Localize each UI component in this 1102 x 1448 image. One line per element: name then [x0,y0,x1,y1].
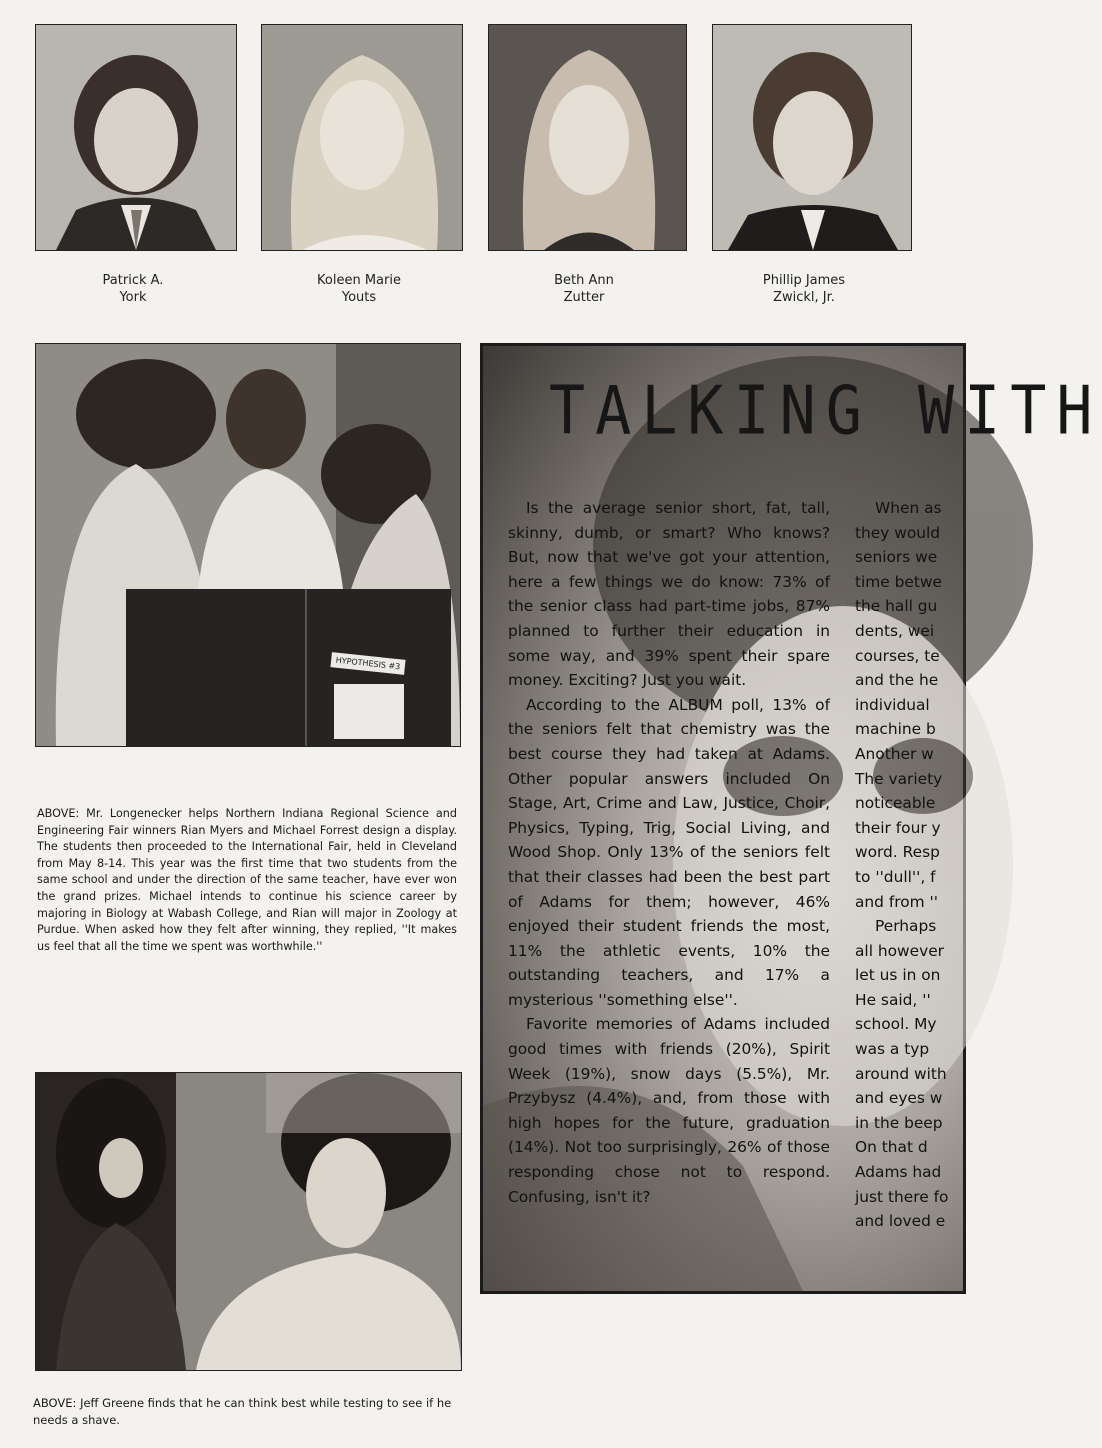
feature-column-right [855,496,995,1234]
feature-line: all however [855,941,945,960]
science-fair-photo [35,343,461,747]
feature-line: their four y [855,818,941,837]
first-name: Beth Ann [554,273,614,288]
hypothesis-sign: HYPOTHESIS #3 [330,652,405,675]
last-name: Zwickl, Jr. [773,290,835,305]
portrait-name-zwickl [704,272,904,306]
feature-line: to ''dull'', f [855,867,936,886]
feature-line: When as [875,499,942,517]
feature-line: The variety [855,769,943,788]
last-name: Zutter [563,290,605,305]
testing-caption: ABOVE: Jeff Greene finds that he can think best while testing to see if he needs a shave. [33,1396,452,1427]
feature-line: the hall gu [855,597,938,616]
portrait-photo-york [35,24,237,251]
feature-line: machine b [855,720,936,739]
first-name: Patrick A. [102,273,164,288]
testing-photo [35,1072,462,1371]
portrait-name-zutter [484,272,684,306]
feature-line: was a typ [855,1040,930,1059]
feature-line: time betwe [855,572,942,591]
last-name: Youts [341,290,377,305]
portrait-photo-zutter [488,24,687,251]
feature-article [480,343,1102,1294]
feature-line: and from '' [855,892,939,911]
feature-line: and the he [855,671,939,690]
feature-line: just there fo [855,1187,949,1206]
first-name: Phillip James [762,273,846,288]
feature-line: and loved e [855,1212,946,1231]
science-fair-caption: ABOVE: Mr. Longenecker helps Northern Indiana Regional Science and Engineering Fair winners Rian Myers and Michael Forrest design a display. The students then proceeded to the International Fair, held in Cleveland from May 8-14. This year was the first time that two students from the same school and under the direction of the same teacher, have ever won the grand prizes. Michael intends to continue his science career by majoring in Biology at Wabash College, and Rian will major in Zoology at Purdue. When asked how they felt after winning, they replied, ''It makes us feel that all the time we spent was worthwhile.'' [37,807,457,953]
first-name: Koleen Marie [317,273,401,288]
feature-line: let us in on [855,966,941,985]
feature-line: individual [855,695,930,714]
feature-paragraph: Is the average senior short, fat, tall, skinny, dumb, or smart? Who knows? But, now that we've got your attention, here a few things we do know: 73% of the senior class had part-time jobs, 87% planned to further their education in some way, and 39% spent their spare money. Exciting? Just you wait. [508,499,830,690]
portrait-name-york [33,272,233,306]
feature-column-left [508,496,830,1209]
feature-line: they would [855,523,941,542]
feature-paragraph: According to the ALBUM poll, 13% of the seniors felt that chemistry was the best course they had taken at Adams. Other popular answers included On Stage, Art, Crime and Law, Justice, Choir, Physics, Typing, Trig, Social Living, and Wood Shop. Only 13% of the seniors felt that their classes had been the best part of Adams for them; however, 46% enjoyed their student friends the most, 11% the athletic events, 10% the outstanding teachers, and 17% a mysterious ''something else''. [508,695,830,1009]
feature-line: and eyes w [855,1089,943,1108]
feature-line: courses, te [855,646,940,665]
portrait-photo-zwickl [712,24,912,251]
feature-paragraph: Favorite memories of Adams included good times with friends (20%), Spirit Week (19%), snow days (5.5%), Mr. Przybysz (4.4%), and, from those with high hopes for the future, graduation (14%). Not too surprisingly, 26% of those responding chose not to respond. Confusing, isn't it? [508,1015,830,1206]
feature-line: word. Resp [855,843,940,862]
feature-line: dents, wei [855,621,935,640]
feature-title: TALKING WITH [549,371,1102,451]
feature-line: noticeable [855,794,936,813]
portrait-name-youts [259,272,459,306]
feature-line: On that d [855,1138,928,1157]
portrait-photo-youts [261,24,463,251]
feature-line: Another w [855,744,934,763]
feature-line: around with [855,1064,947,1083]
feature-line: school. My [855,1015,937,1034]
last-name: York [119,290,147,305]
feature-line: seniors we [855,548,938,567]
feature-line: in the beep [855,1113,943,1132]
feature-line: Adams had [855,1163,942,1182]
feature-line: He said, '' [855,990,931,1009]
feature-line: Perhaps [875,917,937,936]
